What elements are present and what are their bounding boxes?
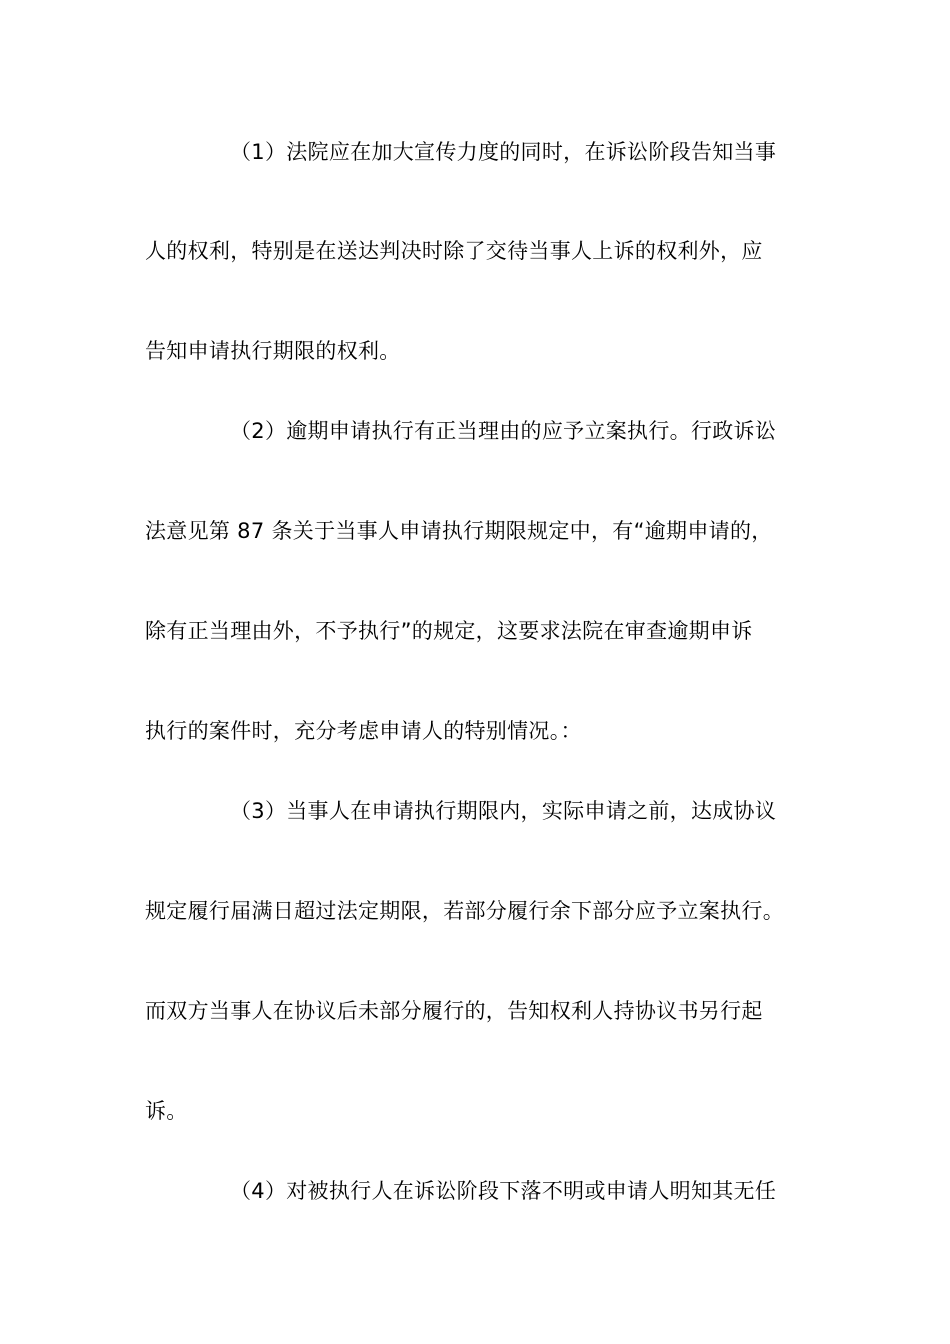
- paragraph-2-line-3: 除有正当理由外，不予执行”的规定，这要求法院在审查逾期申诉: [145, 619, 753, 643]
- paragraph-2-line-4: 执行的案件时，充分考虑申请人的特别情况。：: [145, 719, 582, 743]
- paragraph-2-line-2: 法意见第 87 条关于当事人申请执行期限规定中，有“逾期申请的，: [145, 519, 773, 543]
- paragraph-3-line-1: （3）当事人在申请执行期限内，实际申请之前，达成协议: [230, 799, 777, 823]
- paragraph-1-line-3: 告知申请执行期限的权利。: [145, 339, 401, 363]
- paragraph-3-line-3: 而双方当事人在协议后未部分履行的，告知权利人持协议书另行起: [145, 999, 763, 1023]
- paragraph-4-line-1: （4）对被执行人在诉讼阶段下落不明或申请人明知其无任: [230, 1179, 777, 1203]
- paragraph-3-line-2: 规定履行届满日超过法定期限，若部分履行余下部分应予立案执行。: [145, 899, 784, 923]
- paragraph-2-line-1: （2）逾期申请执行有正当理由的应予立案执行。行政诉讼: [230, 419, 777, 443]
- paragraph-1-line-2: 人的权利，特别是在送达判决时除了交待当事人上诉的权利外，应: [145, 239, 763, 263]
- paragraph-3-line-4: 诉。: [145, 1099, 188, 1123]
- paragraph-1-line-1: （1）法院应在加大宣传力度的同时，在诉讼阶段告知当事: [230, 140, 777, 164]
